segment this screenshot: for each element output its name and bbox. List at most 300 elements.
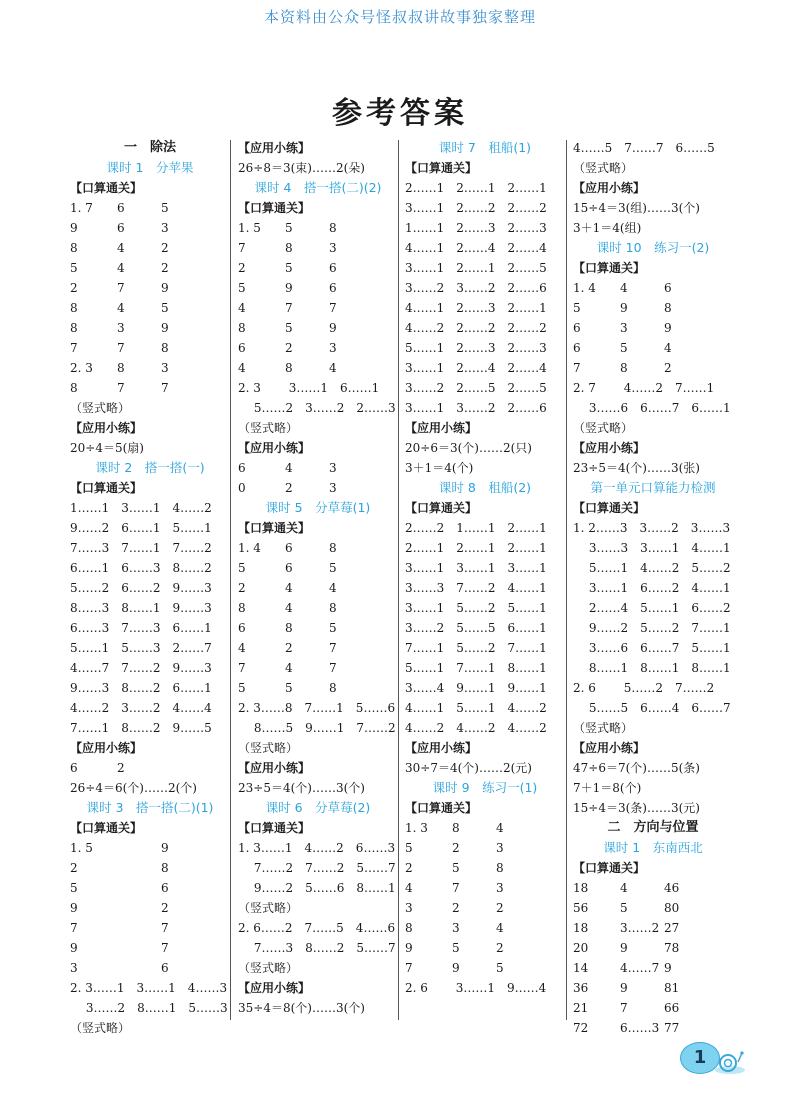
answer-column-2 — [238, 138, 398, 1018]
answer-cell: 27 — [664, 921, 680, 935]
exercise-label: 【口算通关】 — [405, 161, 478, 175]
answer-cell: 5 — [161, 201, 169, 215]
lesson-heading: 课时 10 练习一(2) — [596, 240, 710, 255]
answer-row — [238, 258, 398, 278]
answer-cell: 2 — [285, 341, 293, 355]
answer-cell: 3 — [329, 481, 337, 495]
answer-row — [70, 838, 230, 858]
answer-cell: 81 — [664, 981, 680, 995]
exercise-label: 【口算通关】 — [405, 501, 478, 515]
answer-line: 3……2 8……1 5……3 — [70, 1001, 228, 1015]
answer-cell: 5 — [620, 341, 628, 355]
answer-line: 2. 3……8 7……1 5……6 — [238, 701, 396, 715]
page-title: 参考答案 — [332, 96, 468, 131]
answer-cell: 2. 3 — [70, 361, 93, 375]
answer-row — [238, 238, 398, 258]
answer-cell: 6 — [664, 281, 672, 295]
answer-line: 3……6 6……7 5……1 — [573, 641, 731, 655]
answer-cell: 7 — [117, 341, 125, 355]
answer-line: 7……1 8……2 9……5 — [70, 721, 212, 735]
answer-cell: 56 — [573, 901, 589, 915]
answer-cell: 8 — [161, 341, 169, 355]
answer-cell: 9 — [285, 281, 293, 295]
answer-cell: 4 — [329, 361, 337, 375]
answer-line: 3……1 2……4 2……4 — [405, 361, 547, 375]
answer-cell: 6 — [238, 341, 246, 355]
answer-row — [573, 938, 733, 958]
answer-line: （竖式略） — [70, 401, 131, 415]
answer-cell: 5 — [496, 961, 504, 975]
answer-cell: 8 — [238, 321, 246, 335]
answer-cell: 7 — [161, 921, 169, 935]
answer-row — [70, 298, 230, 318]
answer-cell: 6 — [161, 961, 169, 975]
answer-line: 3……1 2……2 2……2 — [405, 201, 547, 215]
answer-line: 9……2 5……2 7……1 — [573, 621, 731, 635]
answer-row — [405, 858, 565, 878]
answer-cell: 6 — [285, 561, 293, 575]
answer-line: 5……5 6……4 6……7 — [573, 701, 731, 715]
answer-line: 3……2 3……2 2……6 — [405, 281, 547, 295]
answer-line: 2……1 2……1 2……1 — [405, 181, 547, 195]
answer-cell: 9 — [664, 961, 672, 975]
answer-row — [573, 898, 733, 918]
answer-cell: 3 — [329, 461, 337, 475]
answer-cell: 8 — [329, 221, 337, 235]
answer-cell: 4 — [285, 461, 293, 475]
answer-row — [405, 878, 565, 898]
answer-cell: 4 — [117, 241, 125, 255]
answer-row — [573, 958, 733, 978]
answer-line: 7……2 7……2 5……7 — [238, 861, 396, 875]
answer-cell: 3 — [329, 341, 337, 355]
answer-cell: 2 — [117, 761, 125, 775]
answer-cell: 6 — [573, 321, 581, 335]
answer-cell: 7 — [238, 661, 246, 675]
answer-cell — [114, 958, 158, 978]
answer-cell: 4 — [664, 341, 672, 355]
answer-line: （竖式略） — [573, 421, 634, 435]
answer-cell: 8 — [285, 361, 293, 375]
exercise-label: 【应用小练】 — [238, 141, 311, 155]
answer-cell: 5 — [285, 321, 293, 335]
answer-cell: 2 — [405, 861, 413, 875]
answer-cell: 3 — [452, 921, 460, 935]
answer-cell: 5 — [161, 301, 169, 315]
exercise-label: 【口算通关】 — [238, 201, 311, 215]
lesson-heading: 课时 6 分草莓(2) — [265, 800, 371, 815]
answer-row — [238, 478, 398, 498]
answer-cell: 18 — [573, 881, 589, 895]
answer-row — [238, 618, 398, 638]
answer-cell: 7 — [285, 301, 293, 315]
answer-cell: 36 — [573, 981, 589, 995]
exercise-label: 【应用小练】 — [573, 441, 646, 455]
answer-cell: 8 — [70, 321, 78, 335]
lesson-heading: 课时 1 分苹果 — [106, 160, 194, 175]
answer-row — [238, 318, 398, 338]
answer-cell — [114, 858, 158, 878]
answer-cell: 3 — [620, 321, 628, 335]
answer-cell: 1. 7 — [70, 201, 93, 215]
answer-line: 8……3 8……1 9……3 — [70, 601, 212, 615]
section-heading: 一 除法 — [123, 140, 176, 155]
lesson-heading: 课时 7 租船(1) — [438, 140, 532, 155]
answer-cell: 7 — [70, 921, 78, 935]
answer-row — [70, 378, 230, 398]
answer-cell: 6 — [285, 541, 293, 555]
answer-cell: 7 — [452, 881, 460, 895]
exercise-label: 【应用小练】 — [405, 741, 478, 755]
answer-line: 3＋1＝4(组) — [573, 221, 642, 235]
answer-cell: 77 — [664, 1021, 680, 1035]
answer-row — [405, 838, 565, 858]
answer-line: 3……2 5……5 6……1 — [405, 621, 547, 635]
answer-line: 7……1 5……2 7……1 — [405, 641, 547, 655]
answer-line: 5……1 5……3 2……7 — [70, 641, 212, 655]
exercise-label: 【口算通关】 — [238, 521, 311, 535]
answer-row — [70, 198, 230, 218]
answer-cell: 21 — [573, 1001, 589, 1015]
answer-cell: 7 — [329, 661, 337, 675]
answer-row — [238, 578, 398, 598]
answer-line: （竖式略） — [238, 421, 299, 435]
answer-cell: 1. 4 — [573, 281, 596, 295]
answer-line: 6……1 6……3 8……2 — [70, 561, 212, 575]
answer-cell — [114, 838, 158, 858]
answer-row — [238, 558, 398, 578]
answer-cell: 8 — [70, 241, 78, 255]
answer-cell: 6 — [238, 621, 246, 635]
answer-cell: 6 — [329, 261, 337, 275]
exercise-label: 【应用小练】 — [573, 741, 646, 755]
exercise-label: 【应用小练】 — [238, 441, 311, 455]
answer-cell: 2 — [496, 901, 504, 915]
answer-cell: 14 — [573, 961, 589, 975]
answer-row — [70, 958, 230, 978]
answer-row — [70, 338, 230, 358]
answer-cell: 7 — [329, 301, 337, 315]
answer-cell: 8 — [620, 361, 628, 375]
exercise-label: 【应用小练】 — [573, 181, 646, 195]
answer-cell: 8 — [329, 541, 337, 555]
answer-cell: 5 — [238, 681, 246, 695]
answer-line: 3……1 6……2 4……1 — [573, 581, 731, 595]
answer-cell: 2 — [70, 861, 78, 875]
answer-cell: 3 — [405, 901, 413, 915]
answer-line: 2. 7 4……2 7……1 — [573, 381, 715, 395]
answer-cell: 7 — [573, 361, 581, 375]
answer-cell: 5 — [573, 301, 581, 315]
answer-cell: 8 — [285, 621, 293, 635]
answer-row — [238, 538, 398, 558]
lesson-heading: 课时 5 分草莓(1) — [265, 500, 371, 515]
answer-cell: 4 — [238, 641, 246, 655]
answer-cell: 6 — [238, 461, 246, 475]
answer-cell: 2 — [496, 941, 504, 955]
answer-cell: 6 — [161, 881, 169, 895]
answer-line: 5……2 3……2 2……3 — [238, 401, 396, 415]
answer-cell: 3 — [117, 321, 125, 335]
answer-row — [238, 638, 398, 658]
lesson-heading: 课时 1 东南西北 — [603, 840, 703, 855]
answer-cell: 5 — [285, 681, 293, 695]
answer-cell: 8 — [238, 601, 246, 615]
answer-row — [405, 958, 565, 978]
answer-cell: 4 — [117, 301, 125, 315]
answer-row — [238, 598, 398, 618]
answer-line: 20÷4＝5(扇) — [70, 441, 144, 455]
answer-line: 7＋1＝8(个) — [573, 781, 642, 795]
answer-row — [70, 238, 230, 258]
answer-line: （竖式略） — [573, 721, 634, 735]
answer-row — [70, 858, 230, 878]
answer-cell: 5 — [285, 261, 293, 275]
answer-line: 3……3 7……2 4……1 — [405, 581, 547, 595]
answer-line: 4……2 2……2 2……2 — [405, 321, 547, 335]
answer-row — [573, 358, 733, 378]
answer-row — [573, 878, 733, 898]
answer-column-3 — [405, 138, 565, 998]
answer-cell: 8 — [452, 821, 460, 835]
answer-row — [70, 258, 230, 278]
answer-row — [405, 898, 565, 918]
answer-cell: 9 — [70, 901, 78, 915]
answer-cell: 6 — [117, 201, 125, 215]
answer-cell: 0 — [238, 481, 246, 495]
answer-cell: 20 — [573, 941, 589, 955]
answer-row — [405, 818, 565, 838]
answer-row — [70, 218, 230, 238]
answer-line: 9……2 6……1 5……1 — [70, 521, 212, 535]
exercise-label: 【口算通关】 — [70, 481, 143, 495]
answer-row — [238, 458, 398, 478]
answer-row — [238, 298, 398, 318]
answer-line: 7……3 8……2 5……7 — [238, 941, 396, 955]
answer-cell: 2 — [285, 641, 293, 655]
answer-line: 23÷5＝4(个)……3(张) — [573, 461, 700, 475]
exercise-label: 【应用小练】 — [238, 761, 311, 775]
exercise-label: 【口算通关】 — [70, 181, 143, 195]
answer-cell: 1. 3 — [405, 821, 428, 835]
answer-line: 3……1 2……1 2……5 — [405, 261, 547, 275]
answer-cell: 2 — [161, 241, 169, 255]
exercise-label: 【口算通关】 — [573, 501, 646, 515]
answer-cell: 4 — [285, 601, 293, 615]
answer-line: 3……1 3……1 3……1 — [405, 561, 547, 575]
answer-line: 2……1 2……1 2……1 — [405, 541, 547, 555]
answer-line: 26÷8＝3(束)……2(朵) — [238, 161, 365, 175]
answer-cell: 5 — [285, 221, 293, 235]
answer-row — [238, 218, 398, 238]
lesson-heading: 课时 4 搭一搭(二)(2) — [254, 180, 382, 195]
answer-cell: 8 — [329, 601, 337, 615]
answer-cell: 7 — [117, 281, 125, 295]
answer-line: （竖式略） — [238, 741, 299, 755]
answer-line: （竖式略） — [238, 901, 299, 915]
answer-line: 15÷4＝3(条)……3(元) — [573, 801, 700, 815]
answer-line: 23÷5＝4(个)……3(个) — [238, 781, 365, 795]
answer-line: 7……3 7……1 7……2 — [70, 541, 212, 555]
answer-row — [405, 918, 565, 938]
answer-line: 5……1 2……3 2……3 — [405, 341, 547, 355]
answer-cell: 8 — [70, 301, 78, 315]
answer-line: 9……3 8……2 6……1 — [70, 681, 212, 695]
answer-line: 5……1 7……1 8……1 — [405, 661, 547, 675]
answer-row — [573, 998, 733, 1018]
answer-cell: 4 — [620, 881, 628, 895]
answer-cell: 9 — [70, 221, 78, 235]
answer-line: 4……5 7……7 6……5 — [573, 141, 715, 155]
answer-cell: 9 — [620, 301, 628, 315]
exercise-label: 【应用小练】 — [70, 741, 143, 755]
answer-row — [70, 358, 230, 378]
answer-row — [70, 318, 230, 338]
answer-line: （竖式略） — [70, 1021, 131, 1035]
answer-line: 1……1 2……3 2……3 — [405, 221, 547, 235]
answer-line: 9……2 5……6 8……1 — [238, 881, 396, 895]
answer-cell: 4 — [405, 881, 413, 895]
answer-line: 20÷6＝3(个)……2(只) — [405, 441, 532, 455]
answer-line: 2. 6 5……2 7……2 — [573, 681, 715, 695]
answer-cell: 9 — [161, 321, 169, 335]
answer-row — [70, 898, 230, 918]
answer-line: 8……5 9……1 7……2 — [238, 721, 396, 735]
answer-cell: 3 — [496, 881, 504, 895]
column-divider — [566, 140, 567, 1020]
answer-line: 4……7 7……2 9……3 — [70, 661, 212, 675]
answer-line: 1……1 3……1 4……2 — [70, 501, 212, 515]
answer-cell: 9 — [620, 981, 628, 995]
exercise-label: 【应用小练】 — [70, 421, 143, 435]
answer-line: 1. 3……1 4……2 6……3 — [238, 841, 396, 855]
answer-cell: 3 — [70, 961, 78, 975]
answer-cell — [114, 938, 158, 958]
answer-cell: 4 — [238, 361, 246, 375]
section-heading: 二 方向与位置 — [607, 820, 699, 835]
answer-cell: 5 — [452, 941, 460, 955]
answer-cell: 8 — [285, 241, 293, 255]
answer-row — [70, 918, 230, 938]
answer-line: 2. 6 3……1 9……4 — [405, 981, 547, 995]
answer-line: 4……1 2……3 2……1 — [405, 301, 547, 315]
answer-line: 4……2 4……2 4……2 — [405, 721, 547, 735]
answer-line: （竖式略） — [238, 961, 299, 975]
answer-column-4 — [573, 138, 733, 1038]
answer-line: 4……1 2……4 2……4 — [405, 241, 547, 255]
answer-cell: 7 — [329, 641, 337, 655]
answer-line: 30÷7＝4(个)……2(元) — [405, 761, 532, 775]
lesson-heading: 课时 3 搭一搭(二)(1) — [86, 800, 214, 815]
answer-line: 47÷6＝7(个)……5(条) — [573, 761, 700, 775]
answer-row — [238, 658, 398, 678]
answer-cell — [114, 918, 158, 938]
column-divider — [230, 140, 231, 1020]
answer-line: 3……3 3……1 4……1 — [573, 541, 731, 555]
answer-row — [70, 878, 230, 898]
answer-row — [573, 318, 733, 338]
answer-row — [573, 918, 733, 938]
answer-cell: 8 — [664, 301, 672, 315]
answer-cell: 2 — [452, 841, 460, 855]
answer-line: （竖式略） — [573, 161, 634, 175]
answer-line: 3……6 6……7 6……1 — [573, 401, 731, 415]
answer-cell: 5 — [329, 621, 337, 635]
exercise-label: 【口算通关】 — [573, 261, 646, 275]
answer-cell: 2 — [452, 901, 460, 915]
answer-cell: 7 — [405, 961, 413, 975]
answer-cell — [114, 878, 158, 898]
answer-cell: 4 — [329, 581, 337, 595]
answer-line: 4……1 5……1 4……2 — [405, 701, 547, 715]
answer-cell: 9 — [405, 941, 413, 955]
answer-cell: 4 — [285, 661, 293, 675]
answer-cell — [158, 758, 230, 778]
answer-cell: 46 — [664, 881, 680, 895]
answer-row — [573, 338, 733, 358]
answer-line: 3……1 3……2 2……6 — [405, 401, 547, 415]
answer-cell: 8 — [405, 921, 413, 935]
answer-cell: 6 — [70, 761, 78, 775]
answer-cell: 2 — [285, 481, 293, 495]
answer-cell: 9 — [161, 841, 169, 855]
exercise-label: 【应用小练】 — [238, 981, 311, 995]
answer-cell: 4 — [117, 261, 125, 275]
answer-line: 26÷4＝6(个)……2(个) — [70, 781, 197, 795]
answer-cell: 2 — [238, 581, 246, 595]
answer-cell: 78 — [664, 941, 680, 955]
answer-line: 2……2 1……1 2……1 — [405, 521, 547, 535]
answer-row — [573, 978, 733, 998]
answer-cell: 5 — [70, 261, 78, 275]
answer-cell: 3 — [161, 221, 169, 235]
answer-cell: 4 — [285, 581, 293, 595]
answer-cell: 5 — [238, 561, 246, 575]
page-number-badge: 1 — [680, 1042, 720, 1074]
answer-cell: 6 — [573, 341, 581, 355]
answer-cell: 7 — [70, 341, 78, 355]
answer-cell: 4 — [238, 301, 246, 315]
answer-line: 5……2 6……2 9……3 — [70, 581, 212, 595]
answer-cell: 7 — [238, 241, 246, 255]
lesson-heading: 课时 8 租船(2) — [438, 480, 532, 495]
answer-cell: 6 — [117, 221, 125, 235]
answer-cell: 2 — [161, 901, 169, 915]
answer-cell: 9 — [70, 941, 78, 955]
answer-row — [573, 278, 733, 298]
answer-cell: 80 — [664, 901, 680, 915]
answer-cell: 5 — [238, 281, 246, 295]
lesson-heading: 第一单元口算能力检测 — [590, 480, 716, 495]
column-divider — [398, 140, 399, 1020]
answer-cell: 8 — [161, 861, 169, 875]
answer-column-1 — [70, 138, 230, 1038]
answer-cell: 9 — [452, 961, 460, 975]
answer-cell: 5 — [452, 861, 460, 875]
exercise-label: 【口算通关】 — [405, 801, 478, 815]
answer-cell: 3……2 — [620, 921, 660, 935]
answer-cell: 2 — [238, 261, 246, 275]
answer-cell: 6 — [329, 281, 337, 295]
answer-line: 2. 6……2 7……5 4……6 — [238, 921, 396, 935]
answer-cell: 8 — [117, 361, 125, 375]
answer-line: 3……2 2……5 2……5 — [405, 381, 547, 395]
answer-row — [238, 678, 398, 698]
answer-cell: 7 — [620, 1001, 628, 1015]
answer-cell: 7 — [161, 941, 169, 955]
answer-line: 2……4 5……1 6……2 — [573, 601, 731, 615]
answer-line: 3＋1＝4(个) — [405, 461, 474, 475]
